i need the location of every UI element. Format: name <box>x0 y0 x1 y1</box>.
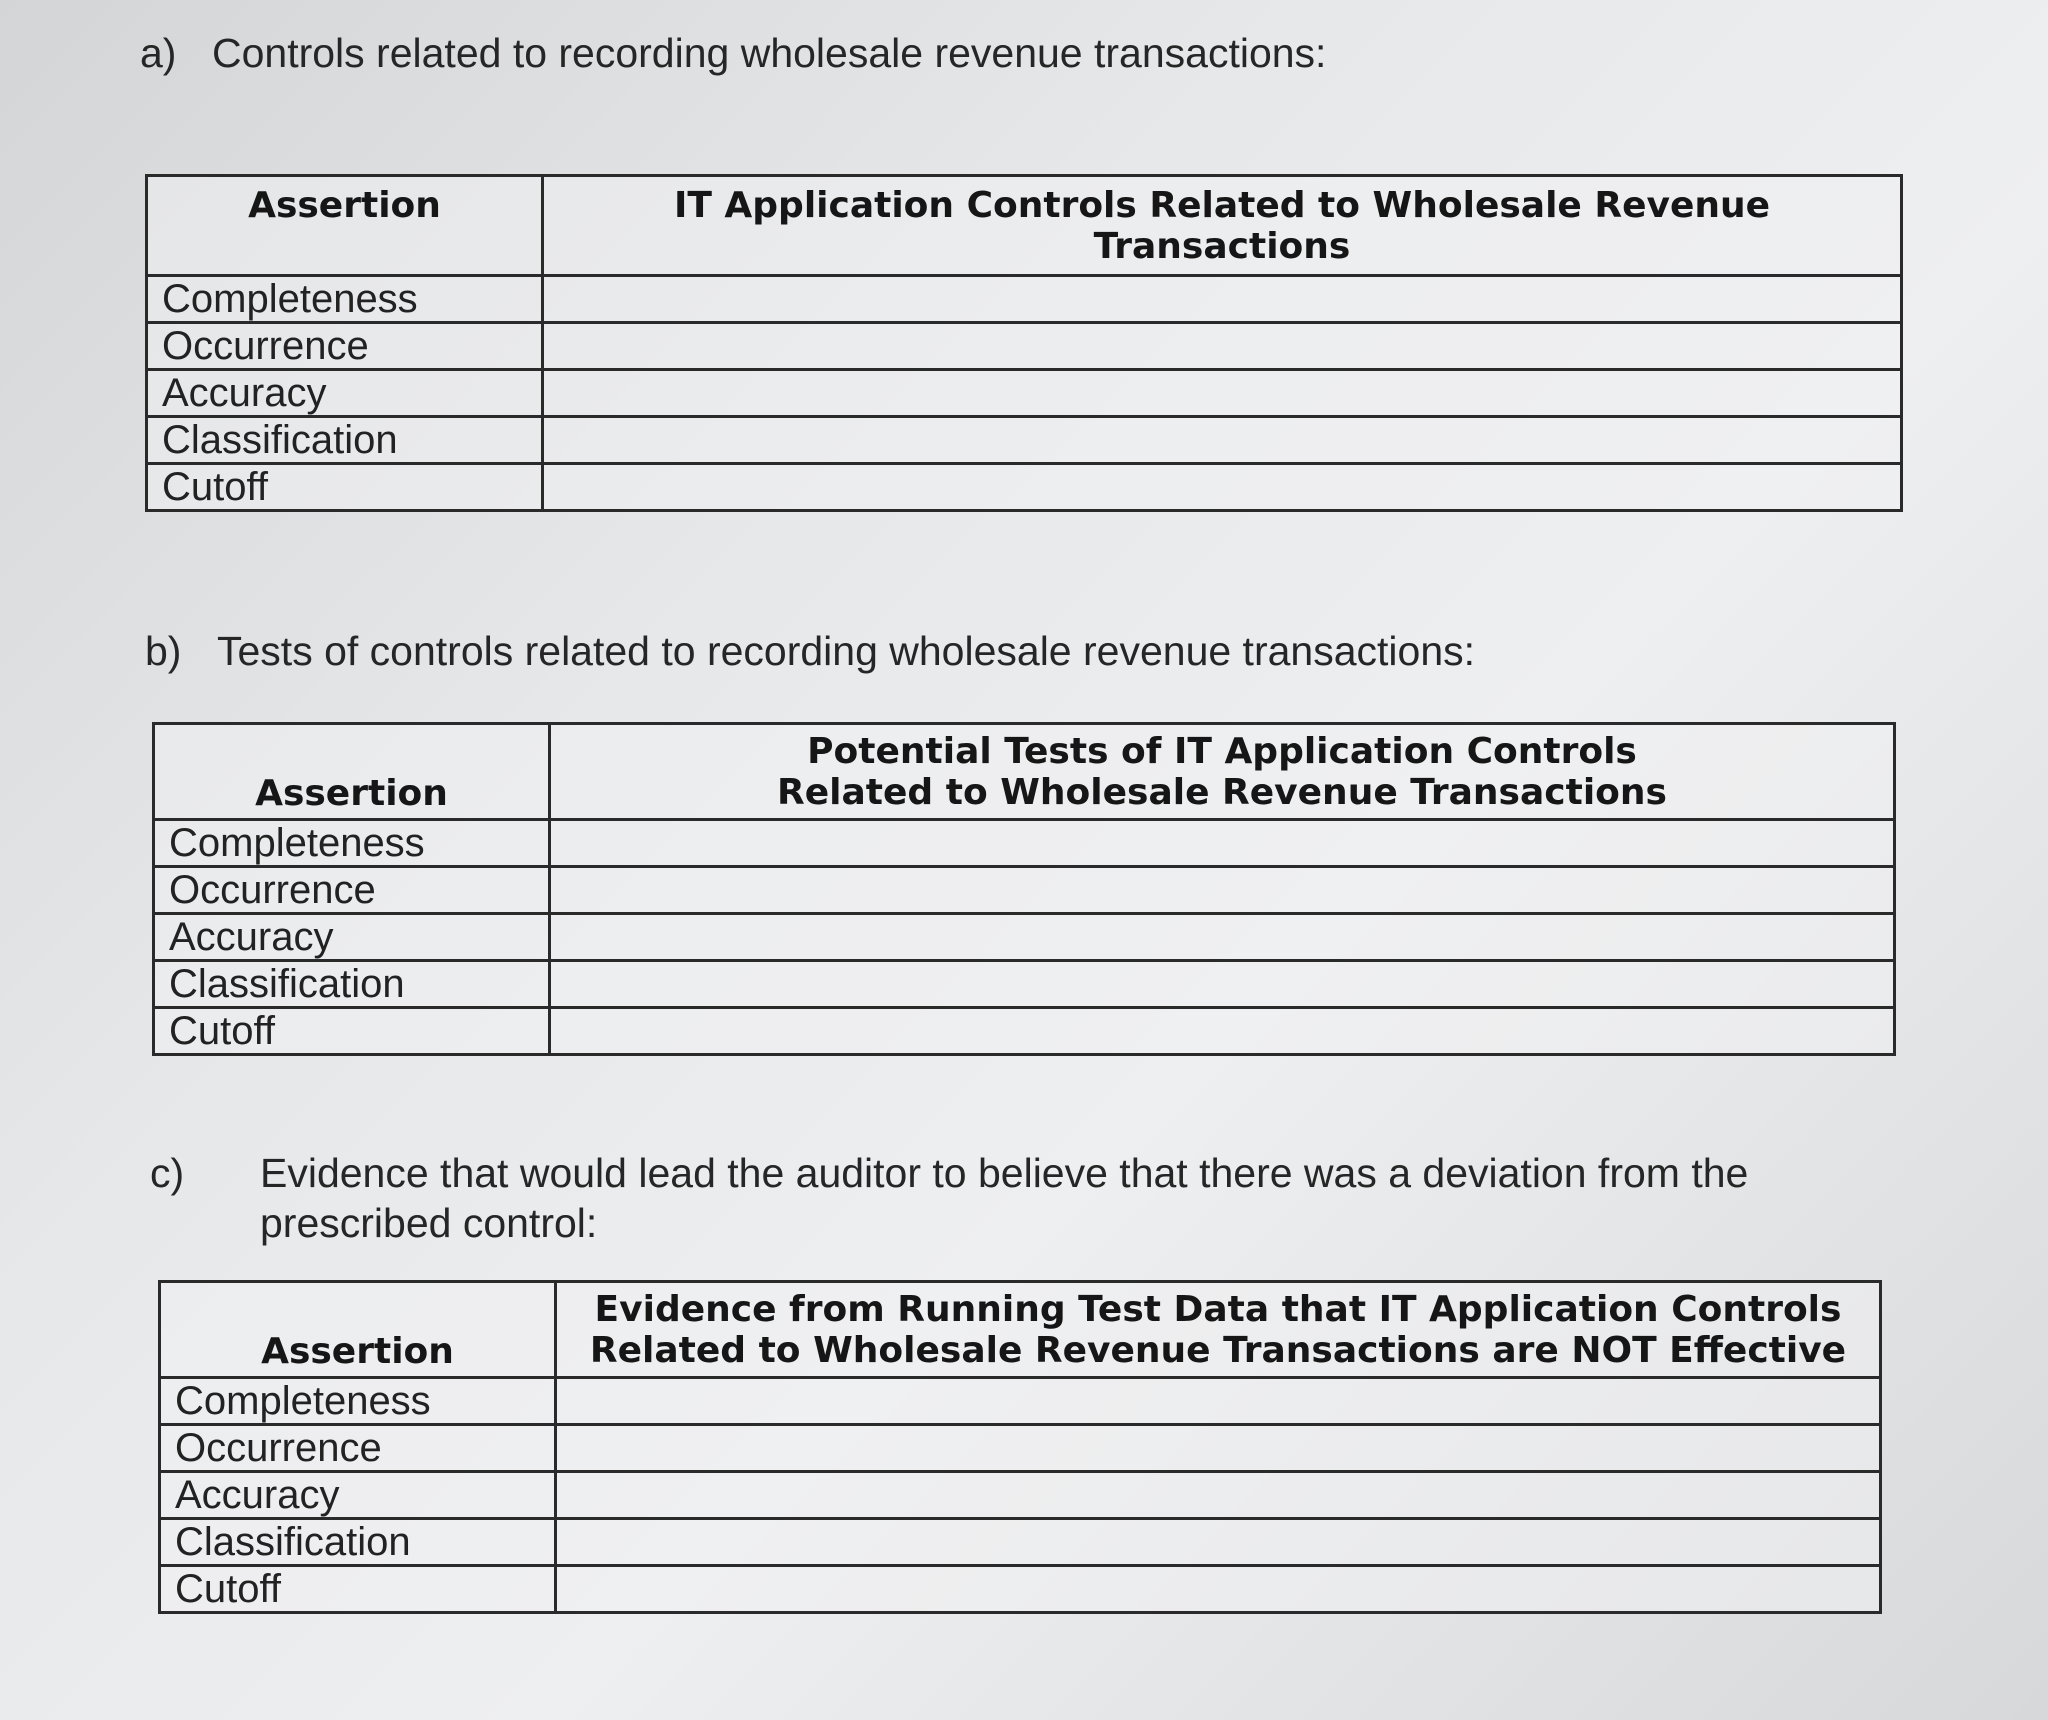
assertion-cell: Cutoff <box>160 1566 556 1613</box>
table-row <box>154 867 1895 914</box>
assertion-cell: Accuracy <box>160 1472 556 1519</box>
controls-table-controls-header: IT Application Controls Related to Wholesale Revenue Transactions <box>543 176 1902 276</box>
controls-table <box>145 174 1903 512</box>
section-c-title-line1: Evidence that would lead the auditor to believe that there was a deviation from the <box>260 1150 1749 1196</box>
tests-table-assertion-header: Assertion <box>154 724 550 820</box>
assertion-cell: Classification <box>154 961 550 1008</box>
evidence-cell[interactable] <box>556 1425 1881 1472</box>
assertion-cell: Cutoff <box>147 464 543 511</box>
assertion-cell: Cutoff <box>154 1008 550 1055</box>
section-b-title-text: Tests of controls related to recording wholesale revenue transactions: <box>217 628 1476 674</box>
table-row <box>154 820 1895 867</box>
assertion-cell: Occurrence <box>160 1425 556 1472</box>
section-c-letter: c) <box>150 1150 185 1196</box>
assertion-cell: Accuracy <box>147 370 543 417</box>
table-row <box>160 1519 1881 1566</box>
table-row <box>147 276 1902 323</box>
section-b-letter: b) <box>145 628 182 674</box>
assertion-cell: Occurrence <box>154 867 550 914</box>
control-cell[interactable] <box>543 323 1902 370</box>
assertion-cell: Accuracy <box>154 914 550 961</box>
tests-header-line2: Related to Wholesale Revenue Transactions <box>777 771 1667 813</box>
assertion-cell: Completeness <box>154 820 550 867</box>
evidence-cell[interactable] <box>556 1472 1881 1519</box>
evidence-header-line2: Related to Wholesale Revenue Transactions are NOT Effective <box>589 1329 1847 1371</box>
controls-table-assertion-header: Assertion <box>147 176 543 276</box>
table-row <box>160 1425 1881 1472</box>
evidence-table <box>158 1280 1882 1614</box>
test-cell[interactable] <box>550 820 1895 867</box>
assertion-cell: Classification <box>160 1519 556 1566</box>
control-cell[interactable] <box>543 464 1902 511</box>
assertion-cell: Occurrence <box>147 323 543 370</box>
control-cell[interactable] <box>543 276 1902 323</box>
test-cell[interactable] <box>550 914 1895 961</box>
test-cell[interactable] <box>550 961 1895 1008</box>
assertion-cell: Completeness <box>160 1378 556 1425</box>
section-c-title <box>150 1148 1748 1248</box>
table-row <box>154 961 1895 1008</box>
section-c-title-line2: prescribed control: <box>260 1200 598 1246</box>
tests-table <box>152 722 1896 1056</box>
evidence-table-assertion-header: Assertion <box>160 1282 556 1378</box>
section-b-title <box>145 628 1475 675</box>
test-cell[interactable] <box>550 867 1895 914</box>
tests-header-line1: Potential Tests of IT Application Controls <box>807 730 1637 772</box>
table-row <box>160 1472 1881 1519</box>
table-row <box>160 1378 1881 1425</box>
table-row <box>147 417 1902 464</box>
section-a-title-text: Controls related to recording wholesale revenue transactions: <box>212 30 1327 76</box>
table-row <box>154 1008 1895 1055</box>
assertion-cell: Completeness <box>147 276 543 323</box>
evidence-cell[interactable] <box>556 1566 1881 1613</box>
control-cell[interactable] <box>543 370 1902 417</box>
section-a-letter: a) <box>140 30 177 76</box>
table-row <box>147 323 1902 370</box>
control-cell[interactable] <box>543 417 1902 464</box>
table-row <box>154 914 1895 961</box>
test-cell[interactable] <box>550 1008 1895 1055</box>
table-row <box>147 464 1902 511</box>
table-row <box>147 370 1902 417</box>
evidence-cell[interactable] <box>556 1519 1881 1566</box>
tests-table-tests-header <box>550 724 1895 820</box>
evidence-table-evidence-header <box>556 1282 1881 1378</box>
section-a-title <box>140 30 1326 77</box>
table-row <box>160 1566 1881 1613</box>
assertion-cell: Classification <box>147 417 543 464</box>
evidence-cell[interactable] <box>556 1378 1881 1425</box>
evidence-header-line1: Evidence from Running Test Data that IT Application Controls <box>594 1288 1842 1330</box>
